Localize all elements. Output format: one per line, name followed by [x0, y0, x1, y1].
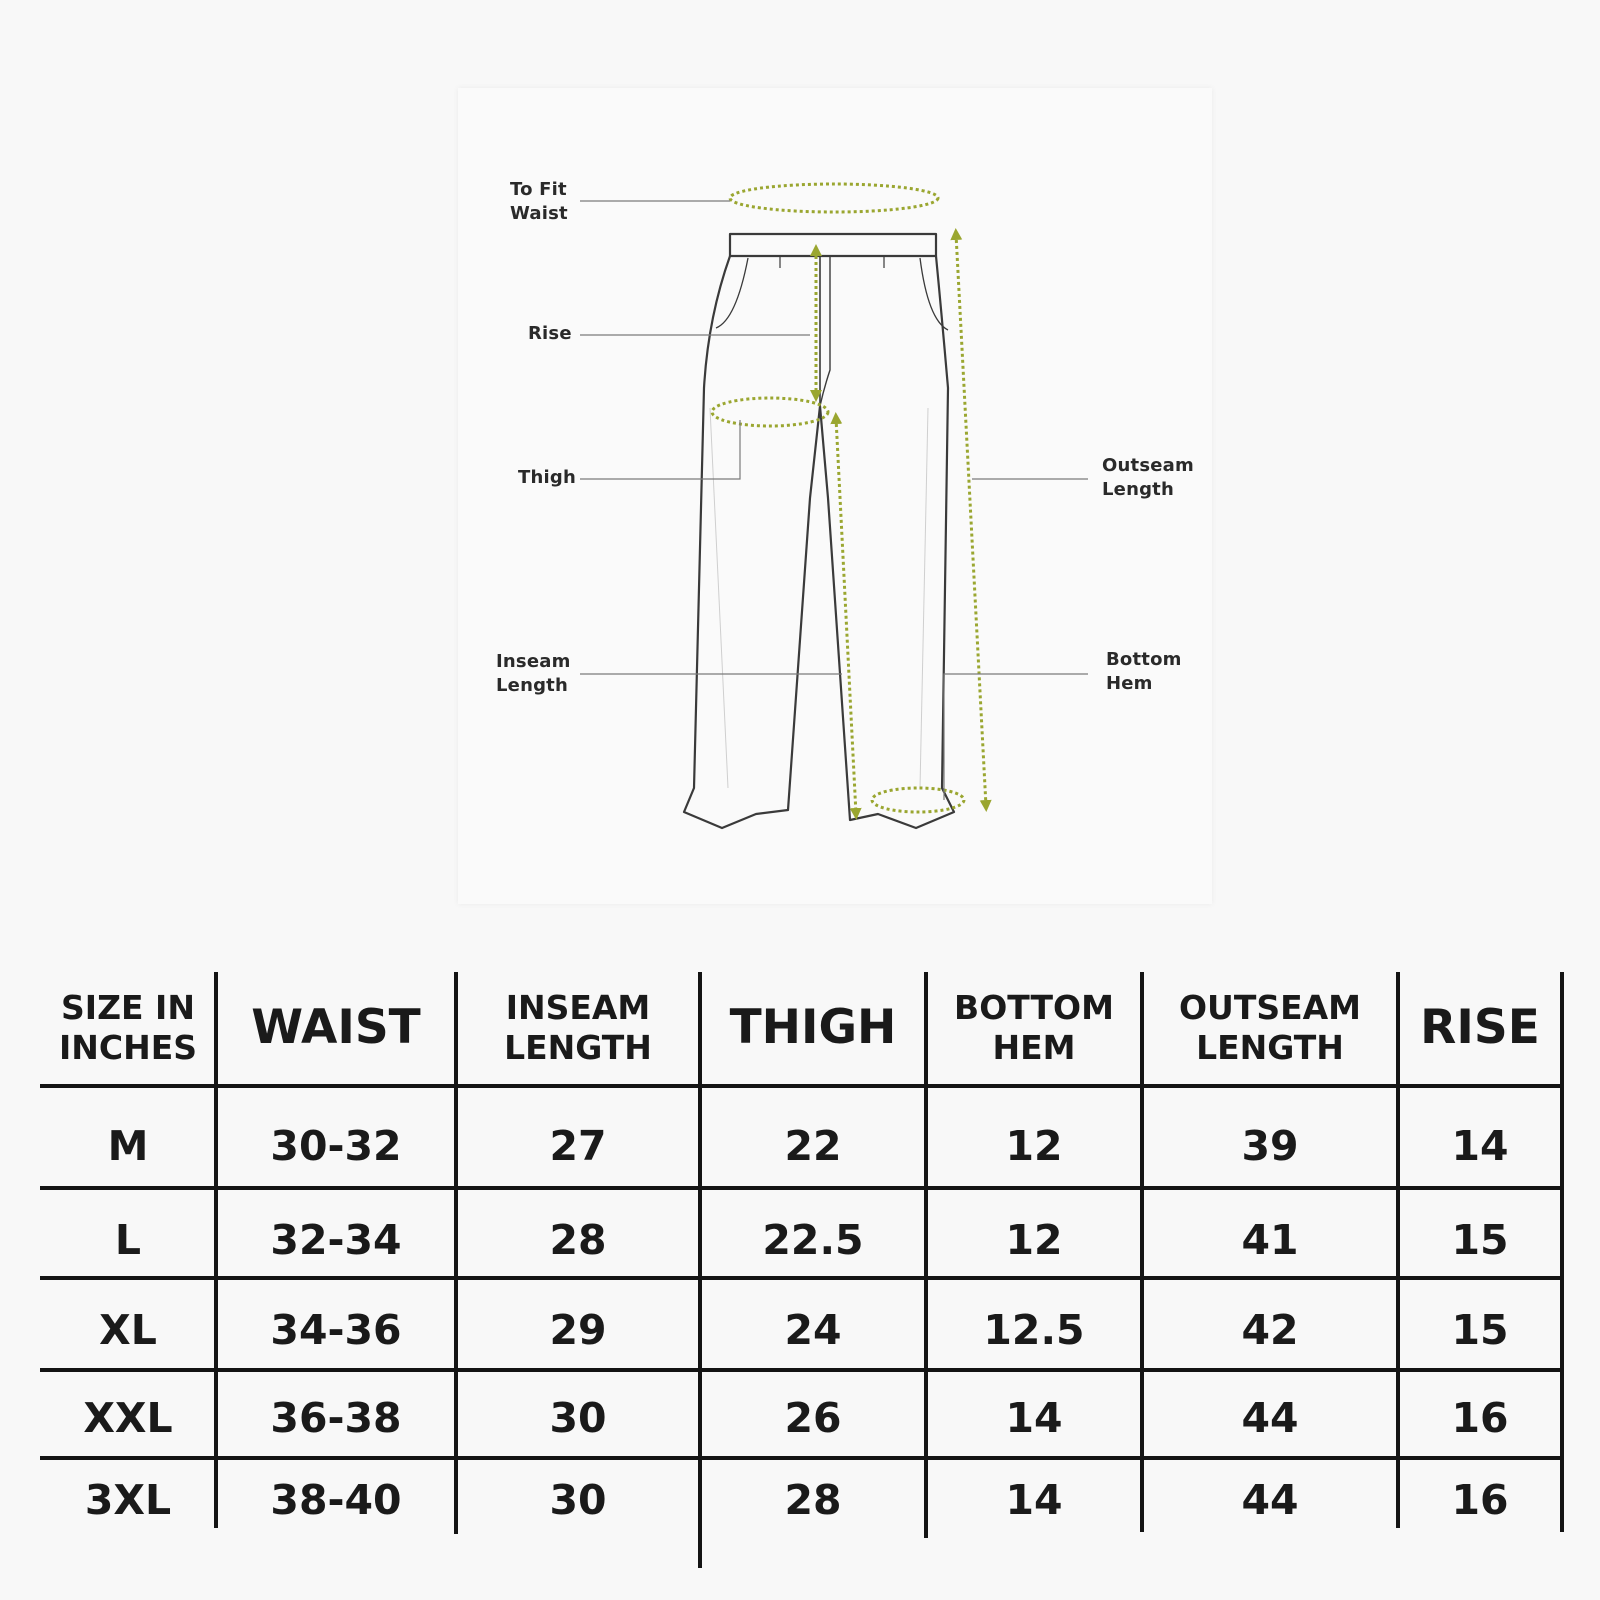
- size-cell: M: [107, 1122, 149, 1170]
- waist-diagram-label: To Fit Waist: [510, 179, 568, 224]
- header-outseam: OUTSEAM LENGTH: [1178, 988, 1362, 1067]
- outseam-cell: 44: [1241, 1476, 1299, 1524]
- measurement-markers: [712, 184, 986, 814]
- column-divider: [698, 972, 702, 1568]
- header-waist: WAIST: [251, 999, 421, 1055]
- bottom-hem-cell: 12: [1005, 1216, 1063, 1264]
- row-divider: [40, 1186, 1564, 1190]
- outseam-cell: 42: [1241, 1306, 1299, 1354]
- rise-cell: 15: [1451, 1306, 1509, 1354]
- inseam-diagram-label: Inseam Length: [496, 651, 571, 696]
- inseam-cell: 30: [549, 1476, 607, 1524]
- thigh-cell: 22: [784, 1122, 842, 1170]
- waist-cell: 34-36: [270, 1306, 402, 1354]
- inseam-cell: 30: [549, 1394, 607, 1442]
- rise-cell: 15: [1451, 1216, 1509, 1264]
- header-inseam: INSEAM LENGTH: [504, 988, 652, 1067]
- rise-diagram-label: Rise: [528, 323, 572, 344]
- column-divider: [1560, 972, 1564, 1532]
- size-cell: L: [114, 1216, 142, 1264]
- size-cell: XL: [99, 1306, 157, 1354]
- column-divider: [454, 972, 458, 1534]
- size-cell: 3XL: [84, 1476, 172, 1524]
- header-thigh: THIGH: [729, 999, 897, 1055]
- row-divider: [40, 1456, 1564, 1460]
- outseam-cell: 44: [1241, 1394, 1299, 1442]
- thigh-cell: 24: [784, 1306, 842, 1354]
- bottom-hem-cell: 14: [1005, 1476, 1063, 1524]
- inseam-cell: 28: [549, 1216, 607, 1264]
- inseam-cell: 29: [549, 1306, 607, 1354]
- measurement-diagram: [458, 88, 1212, 904]
- header-rise: RISE: [1420, 999, 1540, 1055]
- column-divider: [924, 972, 928, 1538]
- waist-cell: 38-40: [270, 1476, 402, 1524]
- outseam-cell: 41: [1241, 1216, 1299, 1264]
- waist-cell: 30-32: [270, 1122, 402, 1170]
- bottom-hem-cell: 14: [1005, 1394, 1063, 1442]
- row-divider: [40, 1084, 1564, 1088]
- bottom-hem-cell: 12.5: [983, 1306, 1085, 1354]
- header-bottom-hem: BOTTOM HEM: [954, 988, 1114, 1067]
- thigh-cell: 22.5: [762, 1216, 864, 1264]
- inseam-cell: 27: [549, 1122, 607, 1170]
- thigh-cell: 28: [784, 1476, 842, 1524]
- outseam-diagram-label: Outseam Length: [1102, 455, 1194, 500]
- row-divider: [40, 1276, 1564, 1280]
- column-divider: [214, 972, 218, 1528]
- waist-cell: 36-38: [270, 1394, 402, 1442]
- size-cell: XXL: [83, 1394, 173, 1442]
- rise-cell: 16: [1451, 1394, 1509, 1442]
- row-divider: [40, 1368, 1564, 1372]
- waist-cell: 32-34: [270, 1216, 402, 1264]
- pants-illustration: [458, 88, 1212, 904]
- rise-cell: 16: [1451, 1476, 1509, 1524]
- bottom-hem-cell: 12: [1005, 1122, 1063, 1170]
- thigh-cell: 26: [784, 1394, 842, 1442]
- header-size: SIZE IN INCHES: [58, 988, 198, 1067]
- outseam-cell: 39: [1241, 1122, 1299, 1170]
- pants-outline: [684, 234, 954, 828]
- hem-diagram-label: Bottom Hem: [1106, 649, 1182, 694]
- leader-lines: [580, 201, 1088, 800]
- rise-cell: 14: [1451, 1122, 1509, 1170]
- column-divider: [1396, 972, 1400, 1528]
- size-chart-table: [40, 972, 1566, 1572]
- thigh-diagram-label: Thigh: [518, 467, 576, 488]
- column-divider: [1140, 972, 1144, 1532]
